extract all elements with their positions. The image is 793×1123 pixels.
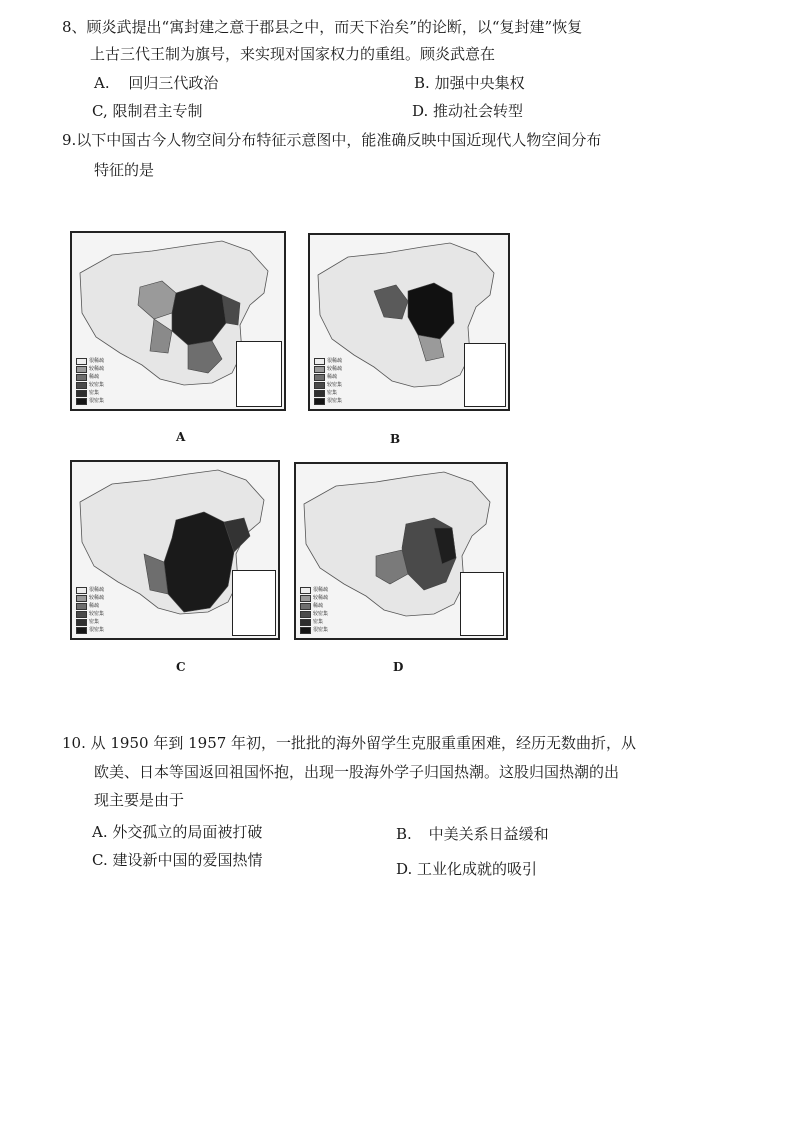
legend-label: 很密集 [89, 398, 105, 404]
legend-swatch [314, 390, 325, 397]
south-china-sea-inset [232, 570, 276, 636]
legend-swatch [76, 382, 87, 389]
legend-swatch [300, 627, 311, 634]
legend-label: 很稀疏 [313, 587, 329, 593]
map-a-label: A [176, 430, 186, 444]
legend-swatch [76, 390, 87, 397]
legend-label: 较密集 [89, 382, 105, 388]
legend-label: 较稀疏 [313, 595, 329, 601]
legend-label: 稀疏 [327, 374, 338, 380]
legend-label: 密集 [89, 390, 100, 396]
legend-swatch [76, 603, 87, 610]
q10-option-a [92, 822, 262, 842]
q8-option-a-text: 回归三代政治 [128, 74, 219, 92]
q10-option-c-text: 建设新中国的爱国热情 [112, 851, 263, 869]
legend-label: 较密集 [313, 611, 329, 617]
legend-swatch [314, 382, 325, 389]
legend-swatch [76, 595, 87, 602]
q8-stem-line1: 8、顾炎武提出“寓封建之意于郡县之中，而天下治矣”的论断，以“复封建”恢复 [62, 18, 583, 36]
q10-option-b [396, 824, 549, 844]
q10-option-b-text: 中美关系日益缓和 [428, 825, 549, 843]
legend-label: 密集 [89, 619, 100, 625]
legend-label: 很密集 [89, 627, 105, 633]
legend-label: 较稀疏 [89, 595, 105, 601]
q10-option-d-label: D. [396, 860, 413, 878]
legend-label: 稀疏 [89, 374, 100, 380]
legend-label: 较稀疏 [89, 366, 105, 372]
q10-option-c-label: C. [92, 851, 108, 869]
map-legend [76, 357, 104, 405]
q10-option-d [396, 859, 537, 879]
legend-swatch [300, 611, 311, 618]
legend-swatch [314, 358, 325, 365]
legend-swatch [76, 398, 87, 405]
south-china-sea-inset [236, 341, 282, 407]
legend-swatch [76, 587, 87, 594]
q8-stem-line2: 上古三代王制为旗号，来实现对国家权力的重组。顾炎武意在 [90, 45, 496, 63]
map-legend [76, 586, 104, 634]
legend-swatch [76, 619, 87, 626]
legend-label: 稀疏 [313, 603, 324, 609]
legend-swatch [76, 627, 87, 634]
q8-option-c-label: C, [92, 102, 108, 120]
map-b [308, 233, 510, 411]
south-china-sea-inset [464, 343, 506, 407]
map-c [70, 460, 280, 640]
q8-option-c [92, 101, 203, 121]
legend-swatch [300, 619, 311, 626]
south-china-sea-inset [460, 572, 504, 636]
q10-stem-line2: 欧美、日本等国返回祖国怀抱，出现一股海外学子归国热潮。这股归国热潮的出 [94, 763, 620, 781]
q10-stem-line1: 10. 从 1950 年到 1957 年初，一批批的海外留学生克服重重困难，经历无数曲折，从 [62, 734, 637, 752]
legend-label: 稀疏 [89, 603, 100, 609]
q8-option-a [94, 73, 218, 93]
legend-swatch [314, 366, 325, 373]
map-d-label: D [393, 660, 404, 674]
legend-label: 密集 [313, 619, 324, 625]
map-d [294, 462, 508, 640]
legend-label: 较密集 [327, 382, 343, 388]
q8-option-c-text: 限制君主专制 [112, 102, 203, 120]
legend-label: 很稀疏 [327, 358, 343, 364]
legend-label: 较密集 [89, 611, 105, 617]
legend-swatch [76, 374, 87, 381]
map-legend [300, 586, 328, 634]
legend-swatch [314, 374, 325, 381]
legend-label: 较稀疏 [327, 366, 343, 372]
legend-label: 很稀疏 [89, 587, 105, 593]
q10-option-a-text: 外交孤立的局面被打破 [112, 823, 263, 841]
legend-label: 很密集 [327, 398, 343, 404]
q10-option-d-text: 工业化成就的吸引 [417, 860, 538, 878]
map-b-label: B [390, 432, 401, 446]
q8-option-d-text: 推动社会转型 [433, 102, 524, 120]
legend-swatch [300, 603, 311, 610]
q10-stem-line3: 现主要是由于 [94, 791, 185, 809]
legend-label: 很密集 [313, 627, 329, 633]
q8-option-b-text: 加强中央集权 [434, 74, 525, 92]
q8-option-d-label: D. [412, 102, 429, 120]
legend-swatch [76, 358, 87, 365]
legend-swatch [76, 611, 87, 618]
legend-swatch [300, 587, 311, 594]
legend-swatch [76, 366, 87, 373]
map-legend [314, 357, 342, 405]
q8-option-d [412, 101, 523, 121]
q8-option-a-label: A. [94, 74, 110, 92]
q8-option-b [414, 73, 525, 93]
q9-stem-line2: 特征的是 [94, 161, 155, 179]
q10-option-b-label: B. [396, 825, 412, 843]
legend-label: 密集 [327, 390, 338, 396]
q10-option-a-label: A. [92, 823, 108, 841]
legend-swatch [300, 595, 311, 602]
q8-option-b-label: B. [414, 74, 430, 92]
map-a [70, 231, 286, 411]
q10-option-c [92, 850, 263, 870]
q9-stem-line1: 9.以下中国古今人物空间分布特征示意图中，能准确反映中国近现代人物空间分布 [62, 131, 602, 149]
legend-swatch [314, 398, 325, 405]
map-c-label: C [176, 660, 186, 674]
legend-label: 很稀疏 [89, 358, 105, 364]
